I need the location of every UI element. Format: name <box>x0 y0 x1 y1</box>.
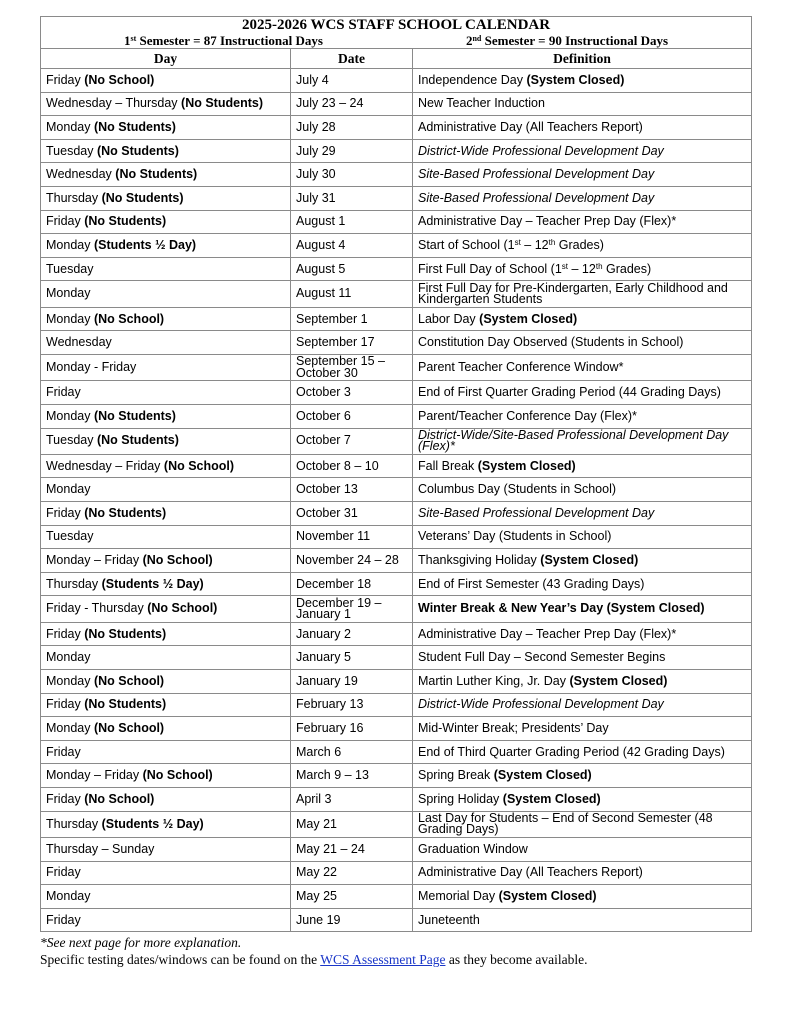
day-cell <box>41 502 291 526</box>
day-text: Friday <box>46 214 81 229</box>
calendar-row <box>41 502 752 526</box>
day-cell <box>41 670 291 694</box>
day-text: Monday <box>46 286 91 301</box>
definition-cell <box>413 740 752 764</box>
calendar-row <box>41 163 752 187</box>
definition-text: Columbus Day (Students in School) <box>418 482 617 497</box>
date-cell: October 3 <box>291 381 413 405</box>
definition-cell <box>413 670 752 694</box>
calendar-row <box>41 549 752 573</box>
definition-text: Start of School (1 <box>418 237 515 252</box>
definition-cell <box>413 281 752 307</box>
definition-cell <box>413 764 752 788</box>
day-cell <box>41 885 291 909</box>
date-cell: November 11 <box>291 525 413 549</box>
definition-cell <box>413 257 752 281</box>
definition-text: – 12 <box>520 237 549 252</box>
definition-text: Site-Based Professional Development Day <box>418 190 655 205</box>
date-cell: July 30 <box>291 163 413 187</box>
column-header-row <box>41 49 752 69</box>
definition-text: Fall Break <box>418 458 475 473</box>
day-cell <box>41 428 291 454</box>
date-cell: September 15 – October 30 <box>291 354 413 380</box>
day-status: (No School) <box>93 311 165 326</box>
date-cell: July 28 <box>291 116 413 140</box>
day-text: Friday <box>46 626 81 641</box>
definition-text: Spring Holiday <box>418 791 500 806</box>
day-cell <box>41 116 291 140</box>
definition-text: District-Wide Professional Development Day <box>418 697 664 712</box>
day-status: (No School) <box>93 673 165 688</box>
date-cell: March 9 – 13 <box>291 764 413 788</box>
definition-text: Last Day for Students – End of Second Semester (48 Grading Days) <box>418 810 713 837</box>
date-cell: September 1 <box>291 307 413 331</box>
day-text: Monday <box>46 888 91 903</box>
day-cell <box>41 622 291 646</box>
day-text: Wednesday – Friday <box>46 458 161 473</box>
date-cell: October 8 – 10 <box>291 454 413 478</box>
definition-text: Independence Day <box>418 72 523 87</box>
day-text: Tuesday <box>46 529 94 544</box>
day-cell <box>41 837 291 861</box>
day-text: Monday <box>46 482 91 497</box>
date-cell: May 22 <box>291 861 413 885</box>
date-cell: May 21 <box>291 811 413 837</box>
semester-1-summary: 1st Semester = 87 Instructional Days <box>124 33 323 48</box>
calendar-row <box>41 186 752 210</box>
day-cell <box>41 354 291 380</box>
day-status: (No School) <box>93 721 165 736</box>
day-status: (No Students) <box>93 408 176 423</box>
closure-status: (System Closed) <box>502 791 601 806</box>
closure-status: (System Closed) <box>498 888 597 903</box>
date-cell: May 21 – 24 <box>291 837 413 861</box>
testing-note: Specific testing dates/windows can be found on the WCS Assessment Page as they become available. <box>40 952 588 968</box>
calendar-row <box>41 861 752 885</box>
day-status: (No Students) <box>84 626 167 641</box>
calendar-page <box>40 16 751 968</box>
day-cell <box>41 549 291 573</box>
calendar-row <box>41 454 752 478</box>
day-text: Monday <box>46 721 91 736</box>
calendar-row <box>41 622 752 646</box>
date-cell: August 5 <box>291 257 413 281</box>
calendar-row <box>41 885 752 909</box>
date-cell: September 17 <box>291 331 413 355</box>
definition-text: Grades) <box>555 237 604 252</box>
definition-text: Parent/Teacher Conference Day (Flex)* <box>418 408 637 423</box>
date-cell: August 4 <box>291 234 413 258</box>
definition-cell <box>413 92 752 116</box>
day-status: (No Students) <box>96 143 179 158</box>
day-cell <box>41 717 291 741</box>
definition-cell <box>413 572 752 596</box>
date-cell: July 4 <box>291 69 413 93</box>
day-text: Thursday <box>46 816 99 831</box>
day-cell <box>41 740 291 764</box>
calendar-row <box>41 139 752 163</box>
calendar-row <box>41 572 752 596</box>
day-text: Monday <box>46 408 91 423</box>
definition-cell <box>413 693 752 717</box>
calendar-row <box>41 234 752 258</box>
column-header-date: Date <box>291 49 413 69</box>
day-text: Monday – Friday <box>46 768 140 783</box>
definition-cell <box>413 788 752 812</box>
definition-cell <box>413 331 752 355</box>
calendar-row <box>41 811 752 837</box>
day-text: Tuesday <box>46 261 94 276</box>
closure-status: (System Closed) <box>526 72 625 87</box>
day-cell <box>41 381 291 405</box>
day-cell <box>41 908 291 932</box>
definition-text: Site-Based Professional Development Day <box>418 505 655 520</box>
day-cell <box>41 69 291 93</box>
calendar-title: 2025-2026 WCS STAFF SCHOOL CALENDAR <box>241 17 551 33</box>
definition-text: Parent Teacher Conference Window* <box>418 359 624 374</box>
calendar-row <box>41 693 752 717</box>
definition-text: Winter Break & New Year’s Day (System Closed) <box>418 601 705 616</box>
date-cell: January 19 <box>291 670 413 694</box>
day-cell <box>41 404 291 428</box>
definition-cell <box>413 116 752 140</box>
calendar-row <box>41 525 752 549</box>
day-status: (No School) <box>84 72 155 87</box>
definition-text: First Full Day for Pre-Kindergarten, Early Childhood and Kindergarten Students <box>418 280 728 307</box>
day-text: Tuesday <box>46 433 94 448</box>
calendar-row <box>41 837 752 861</box>
date-cell: December 18 <box>291 572 413 596</box>
day-status: (No Students) <box>181 96 263 111</box>
definition-cell <box>413 646 752 670</box>
day-text: Monday <box>46 237 91 252</box>
definition-cell <box>413 404 752 428</box>
day-text: Tuesday <box>46 143 94 158</box>
calendar-row <box>41 354 752 380</box>
definition-cell <box>413 163 752 187</box>
definition-cell <box>413 861 752 885</box>
definition-cell <box>413 381 752 405</box>
column-header-day: Day <box>41 49 291 69</box>
definition-text: Spring Break <box>418 768 491 783</box>
calendar-row <box>41 257 752 281</box>
definition-text: District-Wide/Site-Based Professional Development Day (Flex)* <box>418 427 729 454</box>
closure-status: (System Closed) <box>493 768 592 783</box>
date-cell: February 13 <box>291 693 413 717</box>
definition-cell <box>413 502 752 526</box>
definition-text: End of Third Quarter Grading Period (42 Grading Days) <box>418 744 725 759</box>
calendar-rows <box>41 69 752 932</box>
day-cell <box>41 478 291 502</box>
title-row <box>41 17 752 49</box>
closure-status: (System Closed) <box>477 458 576 473</box>
day-status: (No School) <box>163 458 235 473</box>
day-text: Friday <box>46 505 81 520</box>
day-cell <box>41 331 291 355</box>
date-cell: May 25 <box>291 885 413 909</box>
definition-text: Administrative Day (All Teachers Report) <box>418 119 643 134</box>
calendar-row <box>41 908 752 932</box>
calendar-row <box>41 116 752 140</box>
ordinal-suffix: th <box>548 237 556 247</box>
day-status: (No Students) <box>84 697 167 712</box>
definition-text: Administrative Day – Teacher Prep Day (Flex)* <box>418 626 677 641</box>
day-text: Monday <box>46 650 91 665</box>
calendar-row <box>41 740 752 764</box>
calendar-row <box>41 788 752 812</box>
definition-text: Labor Day <box>418 311 476 326</box>
closure-status: (System Closed) <box>569 673 668 688</box>
day-text: Monday <box>46 311 91 326</box>
date-cell: October 13 <box>291 478 413 502</box>
day-cell <box>41 764 291 788</box>
day-cell <box>41 139 291 163</box>
day-text: Friday <box>46 697 81 712</box>
calendar-row <box>41 428 752 454</box>
calendar-row <box>41 92 752 116</box>
day-cell <box>41 307 291 331</box>
calendar-row <box>41 670 752 694</box>
date-cell: March 6 <box>291 740 413 764</box>
date-cell: August 1 <box>291 210 413 234</box>
day-cell <box>41 693 291 717</box>
definition-text: Grades) <box>602 261 652 276</box>
day-text: Friday <box>46 744 81 759</box>
date-cell: August 11 <box>291 281 413 307</box>
definition-text: Graduation Window <box>418 841 528 856</box>
footnote: *See next page for more explanation. <box>40 935 242 951</box>
day-text: Monday – Friday <box>46 553 140 568</box>
definition-cell <box>413 428 752 454</box>
definition-cell <box>413 549 752 573</box>
day-cell <box>41 525 291 549</box>
date-cell: January 2 <box>291 622 413 646</box>
day-status: (No Students) <box>84 505 167 520</box>
definition-text: End of First Quarter Grading Period (44 Grading Days) <box>418 385 721 400</box>
day-status: (No School) <box>84 791 155 806</box>
definition-text: Memorial Day <box>418 888 496 903</box>
day-text: Friday <box>46 791 81 806</box>
calendar-row <box>41 596 752 622</box>
calendar-row <box>41 69 752 93</box>
day-cell <box>41 596 291 622</box>
date-cell: December 19 – January 1 <box>291 596 413 622</box>
definition-text: Student Full Day – Second Semester Begins <box>418 650 666 665</box>
definition-cell <box>413 186 752 210</box>
closure-status: (System Closed) <box>479 311 578 326</box>
definition-cell <box>413 622 752 646</box>
calendar-row <box>41 764 752 788</box>
definition-text: Site-Based Professional Development Day <box>418 167 655 182</box>
day-status: (Students ½ Day) <box>93 237 197 252</box>
day-status: (No School) <box>142 553 213 568</box>
definition-text: Thanksgiving Holiday <box>418 553 537 568</box>
definition-text: Juneteenth <box>418 912 480 927</box>
definition-cell <box>413 454 752 478</box>
day-text: Monday <box>46 673 91 688</box>
definition-text: New Teacher Induction <box>418 96 545 111</box>
ordinal-suffix: st <box>561 261 569 271</box>
day-cell <box>41 163 291 187</box>
definition-cell <box>413 811 752 837</box>
footer <box>40 934 751 968</box>
day-status: (No School) <box>142 768 213 783</box>
definition-cell <box>413 885 752 909</box>
day-cell <box>41 572 291 596</box>
day-text: Friday <box>46 72 81 87</box>
calendar-row <box>41 404 752 428</box>
calendar-row <box>41 381 752 405</box>
date-cell: October 31 <box>291 502 413 526</box>
column-header-definition: Definition <box>413 49 752 69</box>
date-cell: July 31 <box>291 186 413 210</box>
date-cell: October 6 <box>291 404 413 428</box>
day-status: (Students ½ Day) <box>101 576 204 591</box>
day-cell <box>41 646 291 670</box>
day-text: Wednesday <box>46 335 112 350</box>
definition-cell <box>413 596 752 622</box>
day-status: (No Students) <box>84 214 167 229</box>
ordinal-suffix: st <box>514 237 521 247</box>
calendar-row <box>41 646 752 670</box>
definition-cell <box>413 210 752 234</box>
definition-text: Martin Luther King, Jr. Day <box>418 673 566 688</box>
day-cell <box>41 281 291 307</box>
day-text: Friday <box>46 912 81 927</box>
calendar-row <box>41 281 752 307</box>
definition-text: District-Wide Professional Development Day <box>418 143 664 158</box>
day-cell <box>41 92 291 116</box>
definition-text: Administrative Day – Teacher Prep Day (Flex)* <box>418 214 677 229</box>
day-cell <box>41 861 291 885</box>
date-cell: July 23 – 24 <box>291 92 413 116</box>
day-text: Thursday – Sunday <box>46 841 155 856</box>
day-text: Friday <box>46 865 81 880</box>
day-text: Friday <box>46 385 81 400</box>
day-cell <box>41 454 291 478</box>
date-cell: October 7 <box>291 428 413 454</box>
day-text: Monday <box>46 119 91 134</box>
semester-2-summary: 2nd Semester = 90 Instructional Days <box>465 33 669 48</box>
day-status: (No School) <box>147 601 218 616</box>
definition-cell <box>413 478 752 502</box>
definition-text: Veterans’ Day (Students in School) <box>418 529 612 544</box>
definition-text: End of First Semester (43 Grading Days) <box>418 576 645 591</box>
calendar-table <box>40 16 752 932</box>
day-status: (No Students) <box>101 190 184 205</box>
definition-text: – 12 <box>568 261 596 276</box>
day-text: Wednesday <box>46 167 112 182</box>
day-cell <box>41 234 291 258</box>
day-text: Monday - Friday <box>46 359 137 374</box>
day-text: Thursday <box>46 190 99 205</box>
definition-cell <box>413 234 752 258</box>
date-cell: June 19 <box>291 908 413 932</box>
day-cell <box>41 811 291 837</box>
day-cell <box>41 788 291 812</box>
day-cell <box>41 257 291 281</box>
definition-cell <box>413 307 752 331</box>
day-text: Wednesday – Thursday <box>46 96 178 111</box>
definition-cell <box>413 837 752 861</box>
definition-cell <box>413 69 752 93</box>
calendar-row <box>41 210 752 234</box>
day-text: Thursday <box>46 576 99 591</box>
day-text: Friday - Thursday <box>46 601 144 616</box>
day-status: (No Students) <box>93 119 176 134</box>
calendar-row <box>41 331 752 355</box>
calendar-row <box>41 717 752 741</box>
closure-status: (System Closed) <box>540 553 639 568</box>
day-status: (Students ½ Day) <box>101 816 204 831</box>
assessment-page-link[interactable]: WCS Assessment Page <box>320 952 446 968</box>
definition-text: Constitution Day Observed (Students in School) <box>418 335 684 350</box>
date-cell: November 24 – 28 <box>291 549 413 573</box>
calendar-row <box>41 307 752 331</box>
date-cell: February 16 <box>291 717 413 741</box>
day-status: (No Students) <box>96 433 179 448</box>
definition-cell <box>413 717 752 741</box>
ordinal-suffix: th <box>595 261 603 271</box>
date-cell: April 3 <box>291 788 413 812</box>
day-cell <box>41 186 291 210</box>
day-status: (No Students) <box>115 167 198 182</box>
day-cell <box>41 210 291 234</box>
date-cell: July 29 <box>291 139 413 163</box>
definition-text: Administrative Day (All Teachers Report) <box>418 865 643 880</box>
definition-cell <box>413 908 752 932</box>
date-cell: January 5 <box>291 646 413 670</box>
definition-text: Mid-Winter Break; Presidents’ Day <box>418 721 609 736</box>
calendar-row <box>41 478 752 502</box>
definition-cell <box>413 354 752 380</box>
definition-cell <box>413 139 752 163</box>
definition-cell <box>413 525 752 549</box>
definition-text: First Full Day of School (1 <box>418 261 562 276</box>
